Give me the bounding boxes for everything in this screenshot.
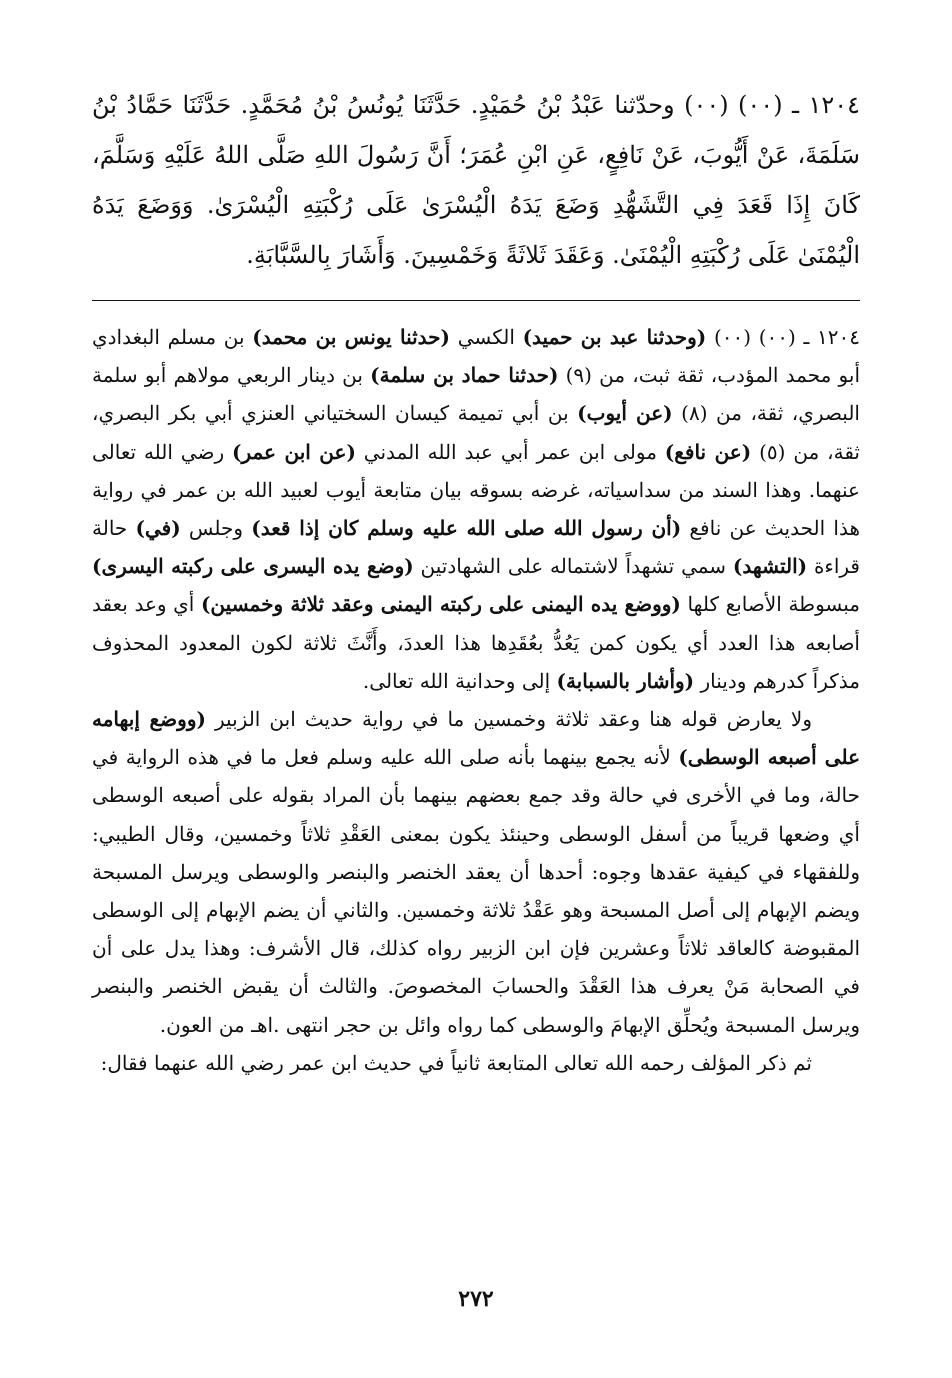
text-run: الكسي <box>450 325 523 349</box>
bold-quote: (وأشار بالسبابة) <box>556 668 695 693</box>
bold-quote: (أن رسول الله صلى الله عليه وسلم كان إذا قعد) <box>251 516 682 541</box>
text-run: أي وعد بعقد أصابعه هذا العدد أي يكون كمن يَعُدُّ بعُقَدِها هذا العددَ، وأَنَّثَ ثلاثة لكون المعدود المحذوف مذكراً كدرهم ودينار <box>92 592 860 693</box>
text-run: رضي الله تعالى عنهما. وهذا السند من سداسياته، غرضه بسوقه بيان متابعة أيوب لعبيد الله بن عمر في رواية هذا الحديث عن نافع <box>92 439 860 541</box>
text-run: ولا يعارض قوله هنا وعقد ثلاثة وخمسين ما في رواية حديث ابن الزبير <box>205 707 812 732</box>
bold-quote: (حدثنا حماد بن سلمة) <box>370 363 559 388</box>
bold-quote: (في) <box>135 516 181 541</box>
bold-quote: (وضع يده اليسرى على ركبته اليسرى) <box>92 554 414 579</box>
text-run: مبسوطة الأصابع كلها <box>680 592 861 617</box>
text-run: سمي تشهداً لاشتماله على الشهادتين <box>413 554 733 579</box>
bold-quote: (عن نافع) <box>664 439 752 464</box>
bold-quote: (عن ابن عمر) <box>232 439 356 464</box>
bold-quote: (التشهد) <box>732 554 808 579</box>
text-run: لأنه يجمع بينهما بأنه صلى الله عليه وسلم فعل ما في هذه الرواية في حالة، وما في الأخرى في حالة وقد جمع بعضهم بينهما بأن المراد بقوله على أصبعه الوسطى أي وضعها قريباً من أسفل الوسطى وحينئذ يكون بمعنى العَقْدِ ثلاثاً وخمسين، وقال الطيبي: وللفقهاء في كيفية عقدها وجوه: أحدها أن يعقد الخنصر والبنصر والوسطى ويرسل المسبحة ويضم الإبهام إلى أصل المسبحة وهو عَقْدُ ثلاثة وخمسين. والثاني أن يضم الإبهام إلى الوسطى المقبوضة كالعاقد ثلاثاً وعشرين فإن ابن الزبير رواه كذلك، قال الأشرف: وهذا يدل على أن في الصحابة مَنْ يعرف هذا العَقْدَ والحسابَ المخصوصَ. والثالث أن يقبض الخنصر والبنصر ويرسل المسبحة ويُحلِّق الإبهامَ والوسطى كما رواه وائل بن حجر انتهى .اهـ من العون. <box>92 745 860 1037</box>
bold-quote: (ووضع إبهامه على أصبعه الوسطى) <box>92 707 861 770</box>
commentary-paragraph-3: ثم ذكر المؤلف رحمه الله تعالى المتابعة ثانياً في حديث ابن عمر رضي الله عنهما فقال: <box>100 1050 812 1075</box>
bold-quote: (وحدثنا عبد بن حميد) <box>522 325 707 349</box>
page-number: ٢٧٢ <box>458 1286 494 1312</box>
text-run: مولى ابن عمر أبي عبد الله المدني <box>355 439 665 464</box>
hadith-text: ١٢٠٤ ـ (٠٠) (٠٠) وحدّثنا عَبْدُ بْنُ حُمَيْدٍ. حَدَّثَنَا يُونُسُ بْنُ مُحَمَّدٍ. حَدَّثَنَا حَمَّادُ بْنُ سَلَمَةَ، عَنْ أَيُّوبَ، عَنْ نَافِعٍ، عَنِ ابْنِ عُمَرَ؛ أَنَّ رَسُولَ اللهِ صَلَّى اللهُ عَلَيْهِ وَسَلَّمَ، كَانَ إِذَا قَعَدَ فِي التَّشَهُّدِ وَضَعَ يَدَهُ الْيُسْرَىٰ عَلَى رُكْبَتِهِ الْيُسْرَىٰ. وَوَضَعَ يَدَهُ الْيُمْنَىٰ عَلَى رُكْبَتِهِ الْيُمْنَىٰ. وَعَقَدَ ثَلاثَةً وَخَمْسِينَ. وَأَشَارَ بِالسَّبَّابَةِ. <box>92 91 861 269</box>
section-divider <box>92 300 860 301</box>
bold-quote: (ووضع يده اليمنى على ركبته اليمنى وعقد ثلاثة وخمسين) <box>200 592 681 617</box>
hadith-block <box>92 80 860 280</box>
text-run: بن مسلم البغدادي أبو محمد المؤدب، ثقة ثبت، من (٩) <box>92 325 860 388</box>
text-run: حالة قراءة <box>92 516 860 579</box>
bold-quote: (عن أيوب) <box>577 401 673 426</box>
commentary-block <box>92 318 860 1082</box>
text-run: وجلس <box>180 516 252 541</box>
commentary-paragraph-2 <box>92 700 860 1044</box>
bold-quote: (حدثنا يونس بن محمد) <box>252 325 451 349</box>
text-run: ١٢٠٤ ـ (٠٠) (٠٠) <box>706 325 860 349</box>
commentary-paragraph-1 <box>92 318 860 700</box>
text-run: بن دينار الربعي مولاهم أبو سلمة البصري، ثقة، من (٨) <box>92 363 860 426</box>
text-run: بن أبي تميمة كيسان السختياني العنزي أبي بكر البصري، ثقة، من (٥) <box>92 401 861 464</box>
text-run: إلى وحدانية الله تعالى. <box>362 668 557 693</box>
